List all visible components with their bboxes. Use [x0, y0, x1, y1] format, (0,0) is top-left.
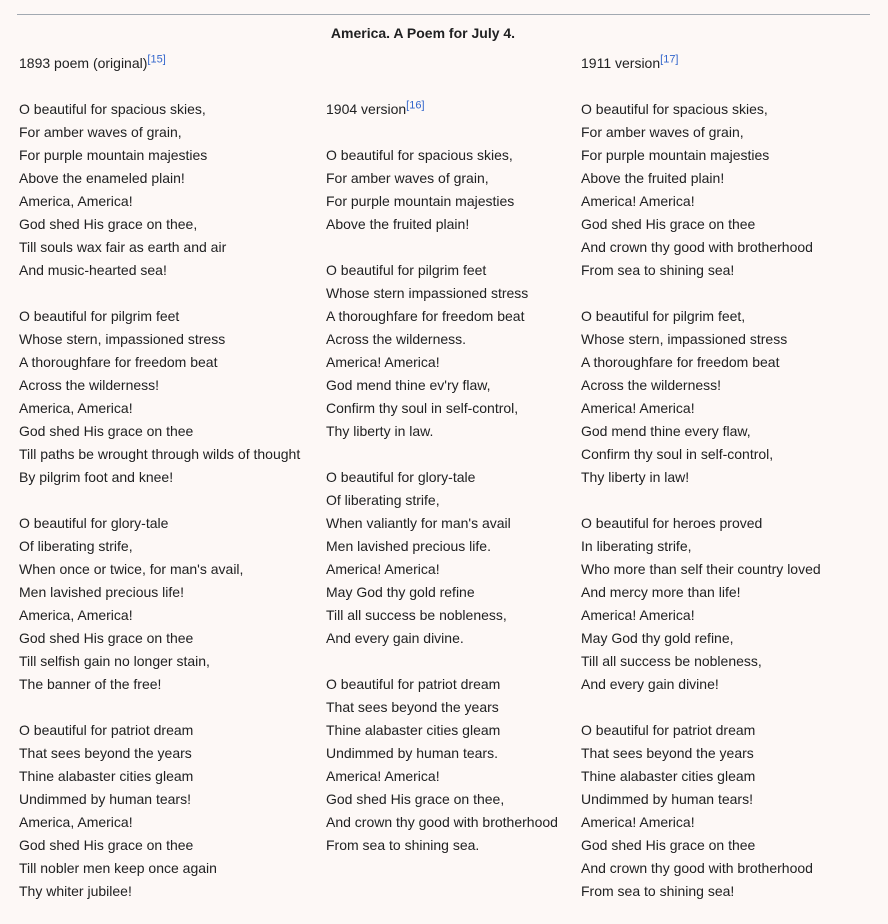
poem-line: O beautiful for glory-tale — [326, 469, 476, 485]
poem-line: O beautiful for spacious skies, — [581, 101, 768, 117]
poem-line: From sea to shining sea. — [326, 837, 480, 853]
poem-line: And crown thy good with brotherhood — [581, 239, 813, 255]
stanza — [19, 512, 300, 696]
poem-line: Undimmed by human tears! — [19, 791, 191, 807]
citation-link[interactable]: [15] — [147, 53, 166, 66]
poem-line: For amber waves of grain, — [19, 124, 182, 140]
poem-line: Across the wilderness! — [19, 377, 160, 393]
poem-line: O beautiful for spacious skies, — [326, 147, 513, 163]
poem-line: America! America! — [581, 400, 695, 416]
column-1904 — [326, 98, 558, 857]
column-heading — [19, 52, 300, 75]
poem-line: America! America! — [581, 193, 695, 209]
poem-line: O beautiful for heroes proved — [581, 515, 763, 531]
stanza — [581, 719, 821, 903]
poem-line: Undimmed by human tears! — [581, 791, 753, 807]
poem-line: America, America! — [19, 193, 133, 209]
poem-line: Thine alabaster cities gleam — [326, 722, 501, 738]
stanza — [581, 305, 821, 489]
poem-line: And music-hearted sea! — [19, 262, 167, 278]
poem-line: Above the enameled plain! — [19, 170, 185, 186]
poem-line: Whose stern impassioned stress — [326, 285, 529, 301]
poem-line: Men lavished precious life! — [19, 584, 184, 600]
top-rule — [17, 14, 870, 15]
poem-line: O beautiful for patriot dream — [19, 722, 194, 738]
stanza — [326, 259, 558, 443]
poem-line: America! America! — [581, 814, 695, 830]
poem-line: Across the wilderness. — [326, 331, 467, 347]
stanza-list — [19, 75, 300, 903]
column-title: 1904 version — [326, 101, 407, 117]
column-heading — [581, 52, 821, 75]
poem-line: And crown thy good with brotherhood — [326, 814, 558, 830]
poem-line: May God thy gold refine — [326, 584, 475, 600]
stanza-gap — [581, 75, 821, 98]
poem-line: Men lavished precious life. — [326, 538, 491, 554]
poem-line: For purple mountain majesties — [581, 147, 770, 163]
poem-line: God shed His grace on thee — [19, 837, 194, 853]
stanza-list — [326, 121, 558, 857]
poem-line: God shed His grace on thee — [581, 216, 756, 232]
stanza — [326, 466, 558, 650]
column-heading — [326, 98, 558, 121]
poem-line: Who more than self their country loved — [581, 561, 821, 577]
poem-line: Till selfish gain no longer stain, — [19, 653, 210, 669]
poem-line: Thy liberty in law. — [326, 423, 434, 439]
poem-line: Thy liberty in law! — [581, 469, 690, 485]
poem-line: That sees beyond the years — [19, 745, 192, 761]
stanza-gap — [581, 489, 821, 512]
poem-line: Of liberating strife, — [19, 538, 133, 554]
column-title: 1911 version — [581, 55, 661, 71]
poem-line: O beautiful for patriot dream — [326, 676, 501, 692]
poem-line: God mend thine ev'ry flaw, — [326, 377, 491, 393]
poem-line: America! America! — [326, 768, 440, 784]
poem-line: America! America! — [326, 561, 440, 577]
poem-line: O beautiful for pilgrim feet — [326, 262, 487, 278]
stanza — [19, 305, 300, 489]
poem-line: A thoroughfare for freedom beat — [19, 354, 218, 370]
stanza-gap — [326, 236, 558, 259]
poem-line: When valiantly for man's avail — [326, 515, 511, 531]
stanza-gap — [326, 121, 558, 144]
poem-line: Above the fruited plain! — [581, 170, 725, 186]
poem-line: And every gain divine. — [326, 630, 464, 646]
poem-line: Thy whiter jubilee! — [19, 883, 132, 899]
poem-line: A thoroughfare for freedom beat — [326, 308, 525, 324]
poem-line: And mercy more than life! — [581, 584, 741, 600]
poem-line: O beautiful for pilgrim feet — [19, 308, 180, 324]
poem-line: God shed His grace on thee — [19, 423, 194, 439]
poem-line: For amber waves of grain, — [326, 170, 489, 186]
stanza-gap — [19, 282, 300, 305]
poem-line: Undimmed by human tears. — [326, 745, 498, 761]
poem-line: For purple mountain majesties — [19, 147, 208, 163]
stanza-gap — [19, 696, 300, 719]
stanza-gap — [581, 696, 821, 719]
stanza-list — [581, 75, 821, 903]
poem-line: Confirm thy soul in self-control, — [581, 446, 774, 462]
poem-line: And crown thy good with brotherhood — [581, 860, 813, 876]
poem-line: Whose stern, impassioned stress — [581, 331, 788, 347]
poem-line: That sees beyond the years — [581, 745, 754, 761]
poem-line: God shed His grace on thee — [19, 630, 194, 646]
poem-line: America, America! — [19, 400, 133, 416]
poem-line: Thine alabaster cities gleam — [581, 768, 756, 784]
column-1911 — [581, 52, 821, 903]
citation-link[interactable]: [17] — [660, 53, 679, 66]
poem-line: May God thy gold refine, — [581, 630, 734, 646]
poem-line: God mend thine every flaw, — [581, 423, 751, 439]
poem-line: America! America! — [581, 607, 695, 623]
column-title: 1893 poem (original) — [19, 55, 148, 71]
poem-line: Till souls wax fair as earth and air — [19, 239, 227, 255]
citation-link[interactable]: [16] — [406, 99, 425, 112]
poem-line: O beautiful for pilgrim feet, — [581, 308, 746, 324]
poem-line: Confirm thy soul in self-control, — [326, 400, 519, 416]
stanza-gap — [326, 443, 558, 466]
stanza — [326, 673, 558, 857]
poem-line: Whose stern, impassioned stress — [19, 331, 226, 347]
poem-line: O beautiful for patriot dream — [581, 722, 756, 738]
poem-line: O beautiful for glory-tale — [19, 515, 169, 531]
poem-line: Till paths be wrought through wilds of thought — [19, 446, 301, 462]
poem-line: When once or twice, for man's avail, — [19, 561, 244, 577]
poem-line: America! America! — [326, 354, 440, 370]
stanza-gap — [19, 489, 300, 512]
poem-line: God shed His grace on thee — [581, 837, 756, 853]
poem-caption: America. A Poem for July 4. — [330, 25, 516, 41]
poem-line: America, America! — [19, 607, 133, 623]
poem-line: God shed His grace on thee, — [326, 791, 505, 807]
poem-line: A thoroughfare for freedom beat — [581, 354, 780, 370]
poem-line: In liberating strife, — [581, 538, 692, 554]
poem-line: Till all success be nobleness, — [326, 607, 507, 623]
stanza-gap — [581, 282, 821, 305]
poem-line: And every gain divine! — [581, 676, 719, 692]
column-1893 — [19, 52, 300, 903]
stanza — [326, 144, 558, 236]
poem-line: America, America! — [19, 814, 133, 830]
poem-line: O beautiful for spacious skies, — [19, 101, 206, 117]
poem-line: For purple mountain majesties — [326, 193, 515, 209]
poem-line: For amber waves of grain, — [581, 124, 744, 140]
poem-line: God shed His grace on thee, — [19, 216, 198, 232]
stanza — [581, 512, 821, 696]
poem-line: Till all success be nobleness, — [581, 653, 762, 669]
stanza — [581, 98, 821, 282]
poem-line: That sees beyond the years — [326, 699, 499, 715]
poem-line: By pilgrim foot and knee! — [19, 469, 174, 485]
poem-line: Of liberating strife, — [326, 492, 440, 508]
poem-line: Across the wilderness! — [581, 377, 722, 393]
poem-line: The banner of the free! — [19, 676, 162, 692]
poem-line: Above the fruited plain! — [326, 216, 470, 232]
stanza-gap — [326, 650, 558, 673]
poem-line: Thine alabaster cities gleam — [19, 768, 194, 784]
stanza — [19, 719, 300, 903]
stanza-gap — [19, 75, 300, 98]
poem-line: From sea to shining sea! — [581, 262, 735, 278]
poem-line: From sea to shining sea! — [581, 883, 735, 899]
stanza — [19, 98, 300, 282]
poem-line: Till nobler men keep once again — [19, 860, 217, 876]
